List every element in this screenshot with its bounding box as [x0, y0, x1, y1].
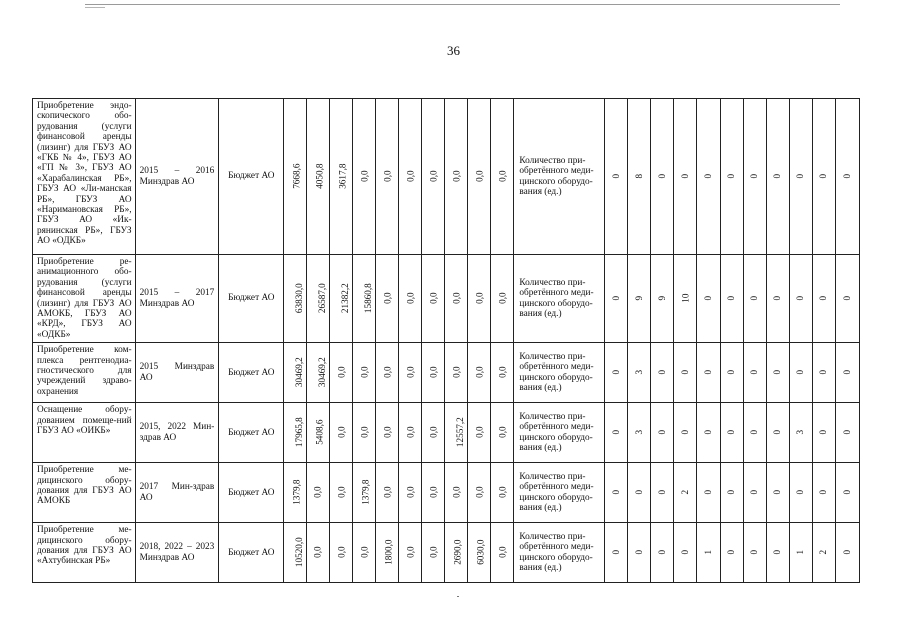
amount-cell [422, 343, 445, 403]
amount-value: 12557,2 [455, 417, 466, 448]
count-value: 0 [772, 295, 783, 301]
program-table [32, 98, 860, 583]
table-row [33, 343, 860, 403]
indicator-cell: Количество при-обретённого меди-цинского оборудо-вания (ед.) [514, 463, 605, 523]
count-value: 3 [634, 369, 645, 375]
count-value: 0 [818, 429, 829, 435]
amount-cell [399, 523, 422, 583]
amount-cell [376, 403, 399, 463]
count-cell [812, 463, 835, 523]
page-number: 36 [447, 43, 460, 58]
amount-cell [376, 99, 399, 255]
count-cell [628, 255, 651, 343]
amount-value: 0,0 [474, 426, 485, 438]
count-value: 0 [749, 369, 760, 375]
count-value: 0 [657, 173, 668, 179]
count-value: 3 [634, 429, 645, 435]
count-cell [743, 99, 766, 255]
amount-value: 0,0 [382, 486, 393, 498]
amount-value: 15860,8 [363, 283, 374, 313]
count-cell [789, 255, 812, 343]
amount-value: 0,0 [382, 292, 393, 304]
count-cell [697, 463, 720, 523]
count-value: 0 [749, 295, 760, 301]
count-cell [789, 343, 812, 403]
period-executor-cell: 2015 – 2016 Минздрав АО [135, 99, 219, 255]
period-executor-cell: 2015, 2022 Мин-здрав АО [135, 403, 219, 463]
count-cell [697, 343, 720, 403]
amount-cell [307, 255, 330, 343]
amount-cell [491, 343, 514, 403]
count-cell [674, 99, 697, 255]
top-rule-fragment [85, 7, 105, 8]
count-value: 0 [726, 369, 737, 375]
count-cell [674, 463, 697, 523]
count-value: 0 [749, 173, 760, 179]
amount-value: 30469,2 [293, 357, 304, 388]
count-value: 9 [657, 295, 668, 301]
amount-value: 0,0 [382, 426, 393, 438]
count-value: 0 [726, 489, 737, 495]
amount-cell [445, 403, 468, 463]
count-cell [605, 523, 628, 583]
count-cell [628, 99, 651, 255]
amount-value: 0,0 [428, 546, 439, 558]
amount-value: 0,0 [382, 170, 393, 182]
amount-cell [422, 99, 445, 255]
amount-cell [353, 463, 376, 523]
count-cell [720, 523, 743, 583]
amount-value: 0,0 [451, 486, 462, 498]
count-value: 0 [772, 173, 783, 179]
amount-cell [284, 343, 307, 403]
amount-value: 0,0 [359, 546, 370, 558]
count-value: 0 [842, 173, 853, 179]
amount-cell [445, 523, 468, 583]
amount-value: 1379,8 [291, 479, 302, 505]
count-cell [628, 343, 651, 403]
count-value: 0 [611, 549, 622, 555]
count-cell [743, 255, 766, 343]
funding-source-cell: Бюджет АО [219, 343, 284, 403]
count-cell [720, 255, 743, 343]
amount-cell [491, 255, 514, 343]
measure-name-cell: Приобретение эндо-скопического обо-рудования (услуги финансовой аренды (лизинг) для ГБУЗ АО «ГКБ № 4», ГБУЗ АО «ГП № 3», ГБУЗ АО «Харабалинская РБ», ГБУЗ АО «Ли-манская РБ», ГБУЗ АО «Наримановская РБ», ГБУЗ АО «Ик-рянинская РБ», ГБУЗ АО «ОДКБ» [33, 99, 136, 255]
amount-cell [353, 403, 376, 463]
count-cell [835, 99, 859, 255]
count-cell [766, 255, 789, 343]
amount-value: 0,0 [336, 486, 347, 498]
amount-cell [468, 255, 491, 343]
amount-cell [330, 343, 353, 403]
count-cell [766, 463, 789, 523]
amount-cell [307, 99, 330, 255]
count-cell [605, 463, 628, 523]
amount-value: 0,0 [428, 170, 439, 182]
amount-value: 0,0 [497, 426, 508, 438]
amount-cell [399, 463, 422, 523]
count-cell [720, 343, 743, 403]
count-cell [789, 463, 812, 523]
table-row [33, 403, 860, 463]
count-cell [743, 463, 766, 523]
count-value: 0 [611, 295, 622, 301]
amount-value: 0,0 [405, 292, 416, 304]
indicator-cell: Количество при-обретённого меди-цинского оборудо-вания (ед.) [514, 403, 605, 463]
amount-value: 0,0 [405, 426, 416, 438]
amount-value: 0,0 [405, 366, 416, 378]
count-value: 0 [680, 429, 691, 435]
amount-cell [376, 255, 399, 343]
amount-value: 0,0 [336, 426, 347, 438]
count-cell [628, 463, 651, 523]
count-cell [651, 343, 674, 403]
count-value: 0 [657, 369, 668, 375]
count-cell [674, 255, 697, 343]
count-cell [812, 343, 835, 403]
count-cell [789, 523, 812, 583]
count-value: 0 [726, 295, 737, 301]
count-cell [812, 255, 835, 343]
count-value: 0 [795, 369, 806, 375]
count-value: 0 [842, 549, 853, 555]
funding-source-cell: Бюджет АО [219, 523, 284, 583]
table-row [33, 99, 860, 255]
count-value: 8 [634, 173, 645, 179]
measure-name-cell: Приобретение ком-плекса рентгенодиа-гностического для учреждений здраво-охранения [33, 343, 136, 403]
amount-cell [422, 255, 445, 343]
count-value: 0 [703, 429, 714, 435]
count-value: 0 [703, 369, 714, 375]
count-cell [766, 403, 789, 463]
amount-value: 7668,6 [291, 163, 302, 189]
amount-cell [422, 463, 445, 523]
amount-cell [376, 343, 399, 403]
amount-value: 0,0 [428, 366, 439, 378]
amount-cell [330, 255, 353, 343]
table-row [33, 463, 860, 523]
count-value: 0 [818, 295, 829, 301]
measure-name-cell: Приобретение ме-дицинского обору-дования для ГБУЗ АО «Ахтубинская РБ» [33, 523, 136, 583]
amount-value: 0,0 [497, 486, 508, 498]
amount-cell [376, 463, 399, 523]
amount-cell [468, 523, 491, 583]
table-row [33, 255, 860, 343]
count-value: 0 [611, 489, 622, 495]
scan-speck [457, 596, 459, 597]
count-value: 0 [749, 489, 760, 495]
count-value: 0 [772, 369, 783, 375]
count-value: 0 [772, 489, 783, 495]
indicator-cell: Количество при-обретённого меди-цинского оборудо-вания (ед.) [514, 523, 605, 583]
count-value: 0 [842, 489, 853, 495]
amount-value: 0,0 [474, 486, 485, 498]
amount-value: 0,0 [497, 292, 508, 304]
amount-cell [353, 523, 376, 583]
indicator-cell: Количество при-обретённого меди-цинского оборудо-вания (ед.) [514, 343, 605, 403]
funding-source-cell: Бюджет АО [219, 99, 284, 255]
amount-value: 0,0 [428, 426, 439, 438]
amount-cell [330, 523, 353, 583]
count-value: 0 [726, 549, 737, 555]
count-cell [651, 255, 674, 343]
count-value: 0 [795, 295, 806, 301]
amount-value: 10520,0 [293, 537, 304, 568]
count-cell [743, 523, 766, 583]
count-value: 0 [680, 549, 691, 555]
amount-cell [353, 343, 376, 403]
amount-cell [445, 99, 468, 255]
count-value: 0 [703, 489, 714, 495]
amount-value: 0,0 [405, 546, 416, 558]
funding-source-cell: Бюджет АО [219, 255, 284, 343]
count-cell [628, 403, 651, 463]
count-value: 9 [634, 295, 645, 301]
count-cell [674, 343, 697, 403]
count-cell [697, 255, 720, 343]
amount-cell [284, 255, 307, 343]
amount-value: 0,0 [336, 546, 347, 558]
amount-cell [376, 523, 399, 583]
amount-cell [468, 343, 491, 403]
amount-value: 17965,8 [293, 417, 304, 448]
amount-value: 0,0 [497, 366, 508, 378]
amount-cell [330, 99, 353, 255]
count-value: 0 [818, 489, 829, 495]
count-value: 0 [657, 429, 668, 435]
amount-cell [422, 403, 445, 463]
count-value: 0 [795, 173, 806, 179]
amount-cell [307, 463, 330, 523]
count-value: 0 [703, 173, 714, 179]
amount-cell [445, 343, 468, 403]
count-value: 0 [611, 369, 622, 375]
count-cell [605, 403, 628, 463]
count-value: 0 [818, 369, 829, 375]
count-value: 0 [726, 173, 737, 179]
count-cell [674, 523, 697, 583]
count-cell [835, 255, 859, 343]
count-value: 0 [795, 489, 806, 495]
count-value: 2 [680, 489, 691, 495]
amount-value: 0,0 [497, 170, 508, 182]
amount-value: 0,0 [359, 170, 370, 182]
count-cell [651, 403, 674, 463]
count-cell [605, 255, 628, 343]
count-value: 0 [611, 429, 622, 435]
amount-cell [399, 403, 422, 463]
amount-cell [445, 463, 468, 523]
count-cell [651, 523, 674, 583]
count-cell [720, 99, 743, 255]
count-value: 10 [680, 293, 691, 303]
amount-cell [399, 99, 422, 255]
count-cell [835, 343, 859, 403]
amount-value: 0,0 [451, 292, 462, 304]
amount-value: 5408,6 [314, 419, 325, 445]
amount-value: 1800,0 [383, 539, 394, 565]
count-cell [766, 343, 789, 403]
amount-cell [284, 403, 307, 463]
amount-cell [468, 99, 491, 255]
amount-value: 0,0 [313, 546, 324, 558]
period-executor-cell: 2018, 2022 – 2023 Минздрав АО [135, 523, 219, 583]
count-value: 0 [749, 549, 760, 555]
count-cell [835, 523, 859, 583]
amount-cell [491, 463, 514, 523]
measure-name-cell: Оснащение обору-дованием помеще-ний ГБУЗ АО «ОИКБ» [33, 403, 136, 463]
count-value: 0 [657, 489, 668, 495]
amount-value: 0,0 [497, 546, 508, 558]
count-cell [812, 99, 835, 255]
count-value: 0 [611, 173, 622, 179]
amount-cell [330, 403, 353, 463]
amount-value: 0,0 [474, 366, 485, 378]
amount-value: 0,0 [451, 366, 462, 378]
count-value: 0 [680, 173, 691, 179]
indicator-cell: Количество при-обретённого меди-цинского оборудо-вания (ед.) [514, 99, 605, 255]
count-value: 3 [795, 429, 806, 435]
indicator-cell: Количество при-обретённого меди-цинского оборудо-вания (ед.) [514, 255, 605, 343]
count-cell [789, 403, 812, 463]
funding-source-cell: Бюджет АО [219, 403, 284, 463]
amount-value: 26587,0 [317, 283, 327, 313]
count-cell [812, 523, 835, 583]
amount-cell [399, 255, 422, 343]
count-value: 0 [703, 295, 714, 301]
period-executor-cell: 2015 Минздрав АО [135, 343, 219, 403]
count-cell [605, 343, 628, 403]
amount-cell [307, 343, 330, 403]
amount-value: 63830,0 [293, 283, 304, 313]
count-cell [789, 99, 812, 255]
amount-cell [468, 463, 491, 523]
amount-cell [353, 255, 376, 343]
amount-value: 0,0 [405, 170, 416, 182]
count-value: 0 [726, 429, 737, 435]
count-cell [674, 403, 697, 463]
amount-value: 0,0 [382, 366, 393, 378]
amount-cell [445, 255, 468, 343]
top-rule [85, 4, 840, 5]
count-value: 0 [842, 369, 853, 375]
count-cell [697, 403, 720, 463]
amount-value: 0,0 [474, 170, 485, 182]
count-value: 0 [772, 429, 783, 435]
amount-cell [422, 523, 445, 583]
count-value: 1 [795, 549, 806, 555]
count-value: 0 [842, 295, 853, 301]
count-value: 2 [818, 549, 829, 555]
count-cell [720, 403, 743, 463]
amount-cell [353, 99, 376, 255]
count-cell [651, 463, 674, 523]
count-value: 0 [842, 429, 853, 435]
count-cell [766, 99, 789, 255]
amount-value: 0,0 [428, 292, 439, 304]
count-value: 0 [634, 549, 645, 555]
measure-name-cell: Приобретение ре-анимационного обо-рудования (услуги финансовой аренды (лизинг) для ГБУЗ АО АМОКБ, ГБУЗ АО «КРД», ГБУЗ АО «ОДКБ» [33, 255, 136, 343]
count-value: 0 [749, 429, 760, 435]
amount-value: 30469,2 [317, 357, 327, 388]
amount-cell [330, 463, 353, 523]
amount-cell [491, 403, 514, 463]
amount-value: 6030,0 [475, 539, 486, 565]
count-cell [835, 403, 859, 463]
amount-cell [491, 523, 514, 583]
amount-cell [399, 343, 422, 403]
count-cell [743, 343, 766, 403]
amount-value: 0,0 [405, 486, 416, 498]
amount-value: 0,0 [336, 366, 347, 378]
count-cell [697, 523, 720, 583]
amount-value: 0,0 [428, 486, 439, 498]
count-cell [605, 99, 628, 255]
amount-cell [307, 403, 330, 463]
funding-source-cell: Бюджет АО [219, 463, 284, 523]
count-value: 0 [772, 549, 783, 555]
amount-cell [284, 523, 307, 583]
amount-value: 0,0 [359, 366, 370, 378]
table-row [33, 523, 860, 583]
amount-cell [284, 463, 307, 523]
count-cell [651, 99, 674, 255]
count-cell [835, 463, 859, 523]
amount-value: 0,0 [451, 170, 462, 182]
count-cell [697, 99, 720, 255]
amount-value: 0,0 [359, 426, 370, 438]
count-value: 0 [818, 173, 829, 179]
measure-name-cell: Приобретение ме-дицинского обору-дования для ГБУЗ АО АМОКБ [33, 463, 136, 523]
amount-value: 21382,2 [340, 283, 351, 313]
amount-cell [307, 523, 330, 583]
amount-value: 4050,8 [314, 163, 325, 189]
count-value: 1 [703, 549, 714, 555]
count-value: 0 [680, 369, 691, 375]
period-executor-cell: 2015 – 2017 Минздрав АО [135, 255, 219, 343]
amount-cell [468, 403, 491, 463]
count-cell [743, 403, 766, 463]
amount-value: 0,0 [474, 292, 485, 304]
count-value: 0 [634, 489, 645, 495]
count-cell [720, 463, 743, 523]
amount-value: 1379,8 [360, 479, 371, 505]
amount-value: 3617,8 [337, 163, 348, 189]
count-cell [766, 523, 789, 583]
amount-cell [491, 99, 514, 255]
amount-value: 2690,0 [452, 539, 463, 565]
period-executor-cell: 2017 Мин-здрав АО [135, 463, 219, 523]
count-cell [812, 403, 835, 463]
amount-value: 0,0 [313, 486, 324, 498]
amount-cell [284, 99, 307, 255]
count-value: 0 [657, 549, 668, 555]
count-cell [628, 523, 651, 583]
